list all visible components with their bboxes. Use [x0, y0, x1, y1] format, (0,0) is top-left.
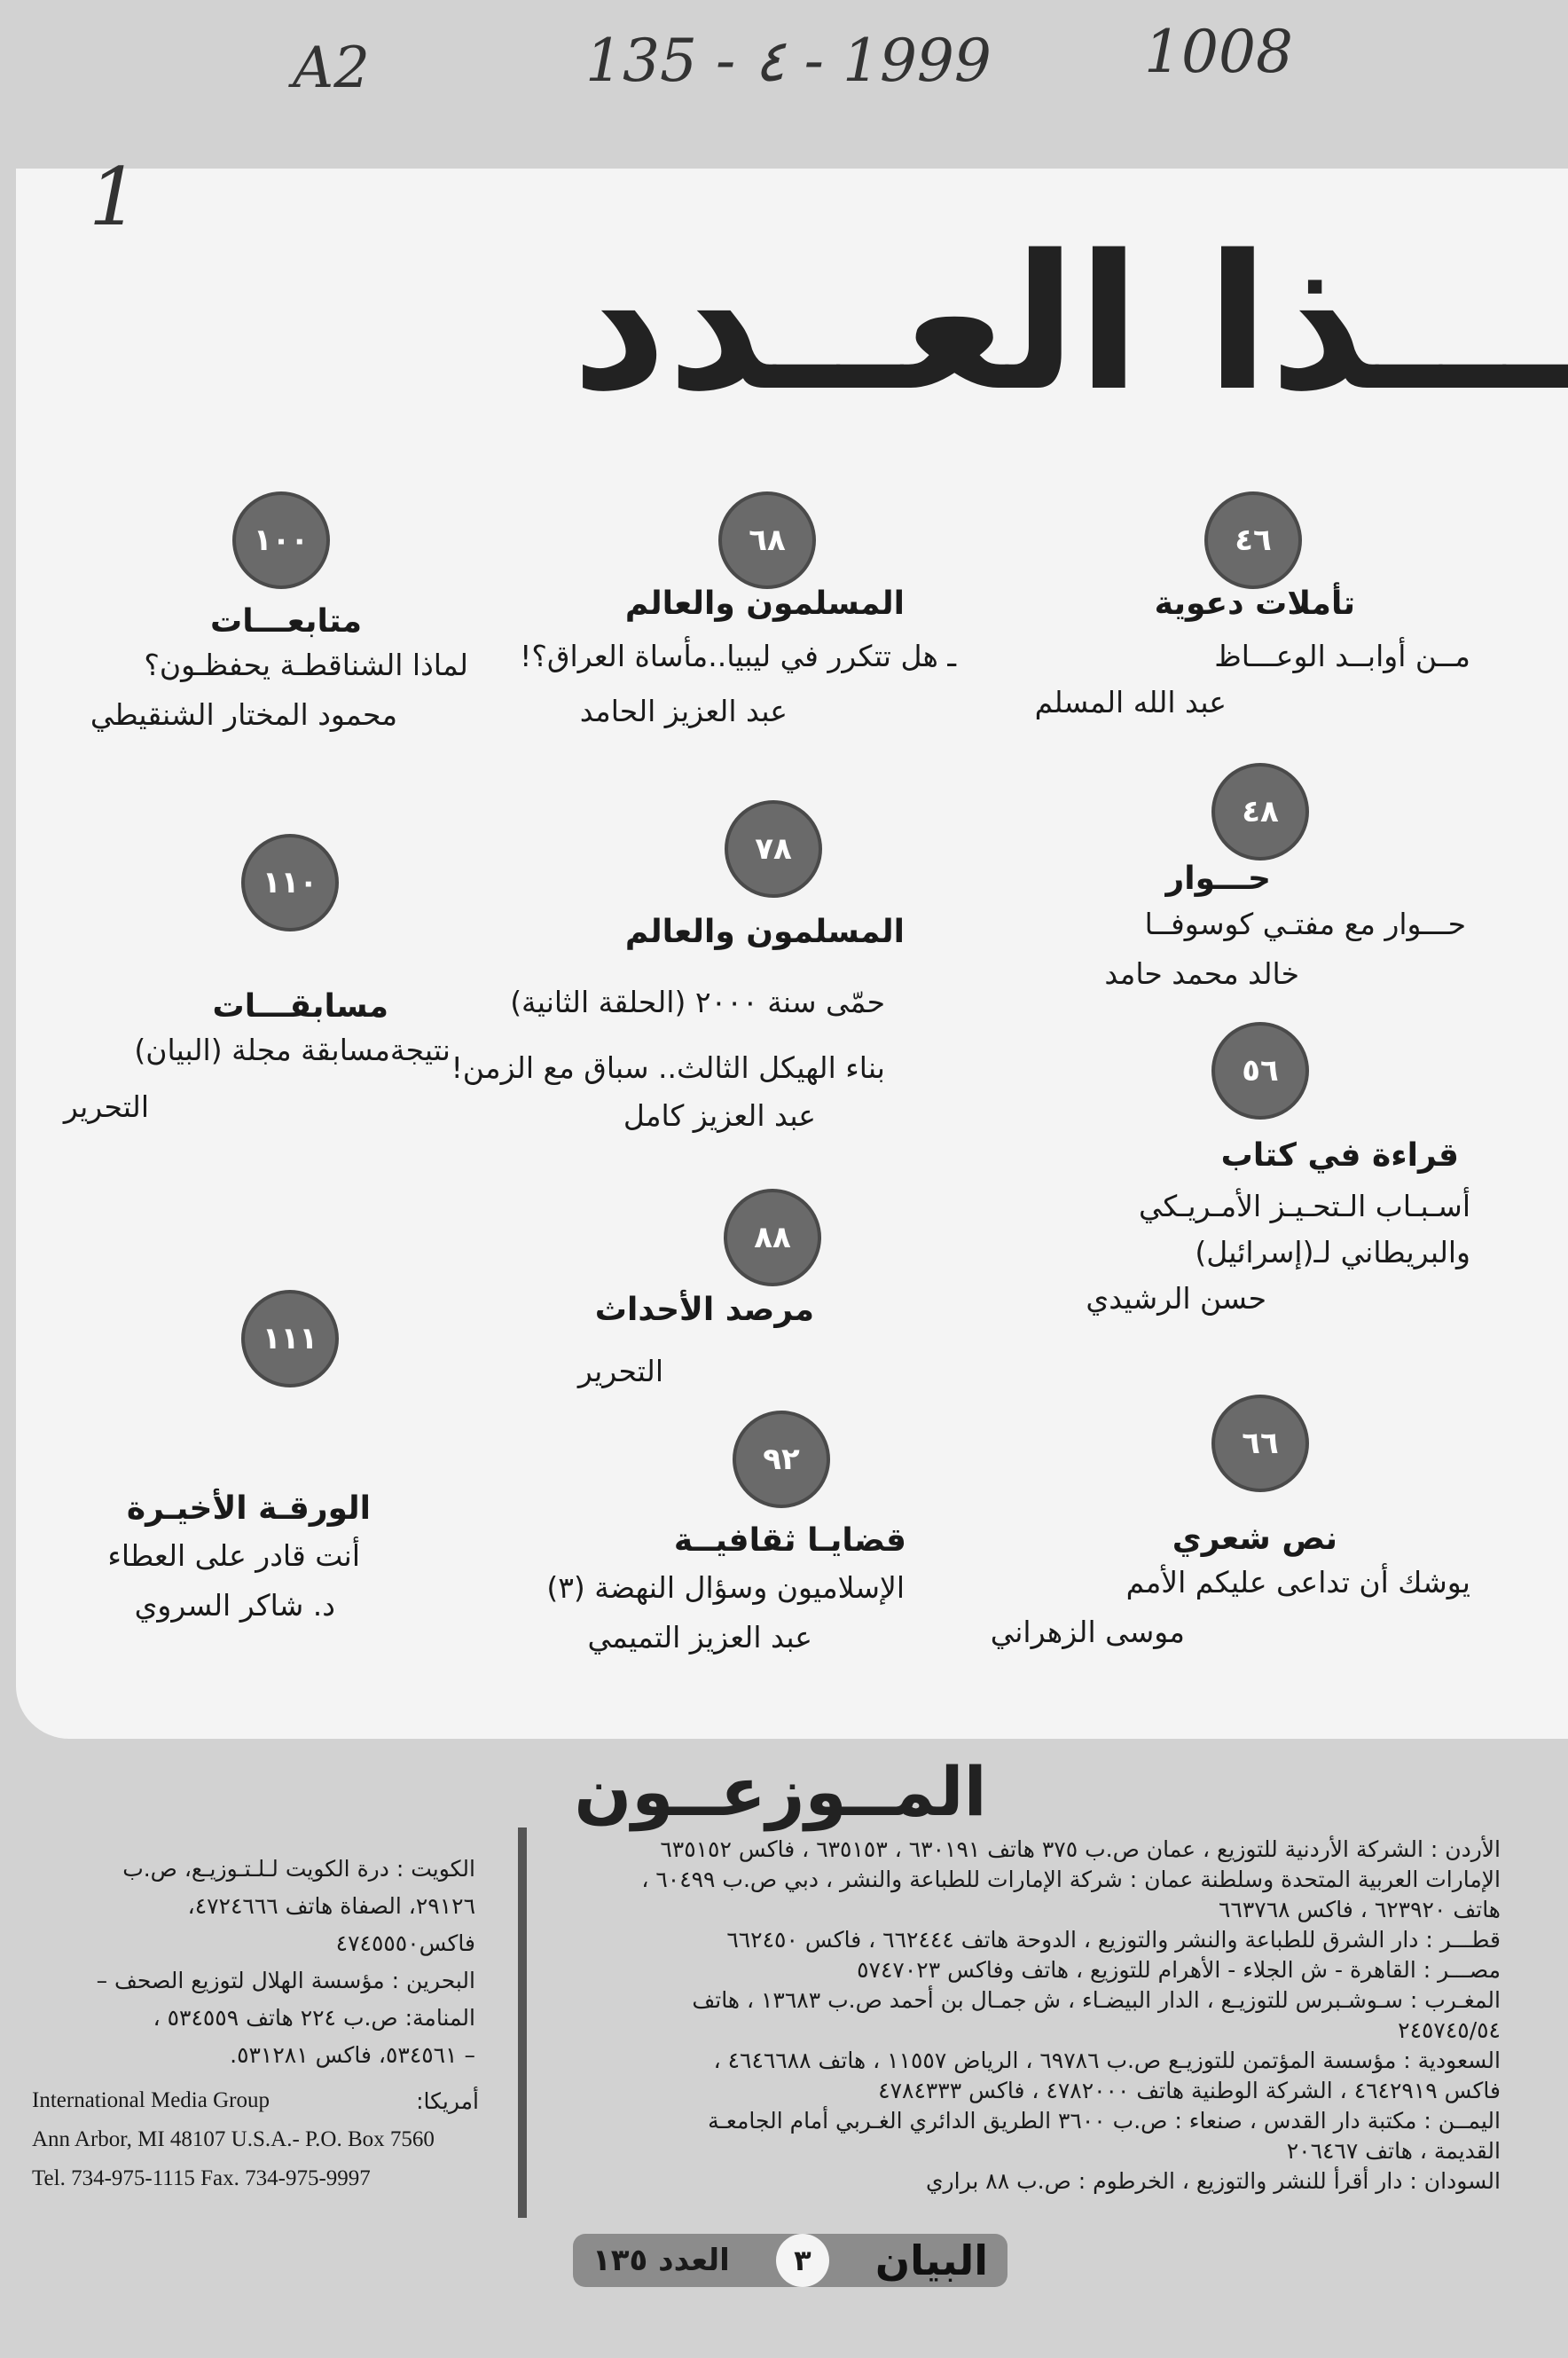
article-title: حمّى سنة ٢٠٠٠ (الحلقة الثانية)	[510, 985, 885, 1019]
handwritten-mark: A2	[293, 35, 370, 101]
distributor-line: ٢٤٥٧٤٥/٥٤	[1398, 2017, 1501, 2043]
distributor-line: قطـــر : دار الشرق للطباعة والنشر والتوزيع ، الدوحة هاتف ٦٦٢٤٤٤ ، فاكس ٦٦٢٤٥٠	[726, 1927, 1501, 1953]
distributor-line: اليمــن : مكتبة دار القدس ، صنعاء : ص.ب ٣٦٠٠ الطريق الدائري الغـربي أمام الجامعـة	[708, 2108, 1501, 2134]
article-title: حـــوار مع مفتـي كوسوفــا	[1144, 907, 1466, 941]
issue-number: العدد ١٣٥	[592, 2243, 730, 2278]
article-title: أنت قادر على العطاء	[107, 1538, 360, 1573]
section-title: قضايـا ثقافيــة	[673, 1522, 906, 1559]
article-title: ـ هل تتكرر في ليبيا..مأساة العراق؟!	[520, 639, 956, 673]
distributor-line: المغـرب : سـوشـبرس للتوزيـع ، الدار البيضـاء ، ش جمـال بن أحمد ص.ب ١٣٦٨٣ ، هاتف	[692, 1987, 1501, 2013]
distributor-line: Tel. 734-975-1115 Fax. 734-975-9997	[32, 2166, 371, 2190]
distributors-title: المــوزعــون	[574, 1752, 987, 1831]
distributor-line: المنامة: ص.ب ٢٢٤ هاتف ٥٣٤٥٥٩ ،	[153, 2005, 475, 2031]
article-author: محمود المختار الشنقيطي	[90, 697, 397, 732]
page-title: ـــذا العــدد	[571, 215, 1568, 432]
article-title: الإسلاميون وسؤال النهضة (٣)	[546, 1570, 905, 1605]
article-title: يوشك أن تداعى عليكم الأمم	[1125, 1565, 1470, 1600]
distributor-line: Ann Arbor, MI 48107 U.S.A.- P.O. Box 7560	[32, 2127, 435, 2151]
section-title: مرصد الأحداث	[594, 1292, 814, 1328]
distributor-line: مصـــر : القاهرة - ش الجلاء - الأهرام للتوزيع ، هاتف وفاكس ٥٧٤٧٠٢٣	[857, 1957, 1501, 1983]
distributor-line: فاكس٤٧٤٥٥٥٠	[335, 1930, 475, 1956]
article-author: عبد العزيز كامل	[623, 1098, 816, 1133]
page-number-badge: ٥٦	[1211, 1022, 1309, 1120]
column-divider	[518, 1827, 527, 2218]
page-number-badge: ٦٨	[718, 491, 816, 589]
america-label: أمريكا:	[416, 2088, 479, 2114]
article-title: لماذا الشناقطـة يحفظـون؟	[144, 648, 468, 682]
distributors-list-main	[543, 1835, 1501, 2197]
distributor-line: International Media Group	[32, 2088, 270, 2112]
page-number-badge: ٦٦	[1211, 1395, 1309, 1492]
article-author: موسى الزهراني	[990, 1615, 1185, 1649]
distributor-line: القديمة ، هاتف ٢٠٦٤٦٧	[1286, 2138, 1501, 2164]
article-title: أسـبـاب الـتحـيـز الأمـريـكي	[1139, 1189, 1470, 1223]
article-author: حسن الرشيدي	[1086, 1281, 1266, 1316]
distributors-list-side	[32, 1851, 475, 2074]
distributor-line: هاتف ٦٢٣٩٢٠ ، فاكس ٦٦٣٧٦٨	[1218, 1897, 1501, 1922]
article-author: عبد الله المسلم	[1034, 685, 1227, 719]
distributor-line: الإمارات العربية المتحدة وسلطنة عمان : شركة الإمارات للطباعة والنشر ، دبي ص.ب ٦٠٤٩٩ ،	[641, 1867, 1501, 1892]
section-title: نص شعري	[1172, 1521, 1337, 1557]
article-author: عبد العزيز الحامد	[579, 694, 788, 728]
article-author: التحرير	[577, 1354, 663, 1388]
section-title: المسلمون والعالم	[624, 914, 905, 950]
article-subtitle: والبريطاني لـ(إسرائيل)	[1195, 1235, 1470, 1269]
article-author: خالد محمد حامد	[1104, 956, 1299, 991]
page-number-badge: ١٠٠	[232, 491, 330, 589]
distributor-line: السودان : دار أقرأ للنشر والتوزيع ، الخرطوم : ص.ب ٨٨ براري	[925, 2168, 1501, 2194]
section-title: المسلمون والعالم	[624, 586, 905, 622]
distributor-line: البحرين : مؤسسة الهلال لتوزيع الصحف –	[96, 1968, 475, 1993]
distributor-line: – ٥٣٤٥٦١، فاكس ٥٣١٢٨١.	[230, 2042, 475, 2068]
magazine-logo: البيان	[874, 2236, 988, 2284]
distributor-line: السعودية : مؤسسة المؤتمن للتوزيـع ص.ب ٦٩٧٨٦ ، الرياض ١١٥٥٧ ، هاتف ٤٦٤٦٦٨٨ ،	[713, 2048, 1501, 2073]
distributor-line: الكويت : درة الكويت لـلـتـوزيـع، ص.ب	[122, 1856, 475, 1882]
section-title: متابعـــات	[210, 603, 362, 640]
page-number-badge: ٨٨	[724, 1189, 821, 1286]
section-title: الورقـة الأخيـرة	[126, 1490, 371, 1527]
page-number-badge: ٤٦	[1204, 491, 1302, 589]
article-subtitle: بناء الهيكل الثالث.. سباق مع الزمن!	[451, 1050, 885, 1085]
handwritten-date: 135 - ٤ - 1999	[585, 27, 992, 95]
page-number-badge: ١١٠	[241, 834, 339, 931]
section-title: مسابقـــات	[212, 988, 388, 1025]
section-title: قراءة في كتاب	[1220, 1137, 1459, 1174]
page-number-badge: ٩٢	[733, 1411, 830, 1508]
article-title: مــن أوابــد الوعـــاظ	[1214, 639, 1470, 673]
article-title: نتيجةمسابقة مجلة (البيان)	[134, 1033, 451, 1067]
page-number: ٣	[776, 2234, 829, 2287]
section-title: تأملات دعوية	[1154, 586, 1355, 622]
distributor-line: فاكس ٤٦٤٢٩١٩ ، الشركة الوطنية هاتف ٤٧٨٢٠٠٠ ، فاكس ٤٧٨٤٣٣٣	[878, 2078, 1501, 2103]
handwritten-number: 1008	[1144, 18, 1293, 86]
article-author: التحرير	[63, 1089, 149, 1124]
handwritten-index: 1	[89, 151, 140, 244]
page-number-badge: ١١١	[241, 1290, 339, 1387]
america-distributor	[32, 2081, 493, 2198]
distributor-line: ٢٩١٢٦، الصفاة هاتف ٤٧٢٤٦٦٦،	[187, 1893, 475, 1919]
article-author: د. شاكر السروي	[134, 1588, 335, 1623]
page-number-badge: ٤٨	[1211, 763, 1309, 861]
article-author: عبد العزيز التميمي	[587, 1620, 812, 1655]
distributor-line: الأردن : الشركة الأردنية للتوزيع ، عمان ص.ب ٣٧٥ هاتف ٦٣٠١٩١ ، ٦٣٥١٥٣ ، فاكس ٦٣٥١٥٢	[660, 1836, 1501, 1862]
section-title: حـــوار	[1165, 861, 1271, 897]
page-number-badge: ٧٨	[725, 800, 822, 898]
page-footer	[573, 2234, 1007, 2287]
